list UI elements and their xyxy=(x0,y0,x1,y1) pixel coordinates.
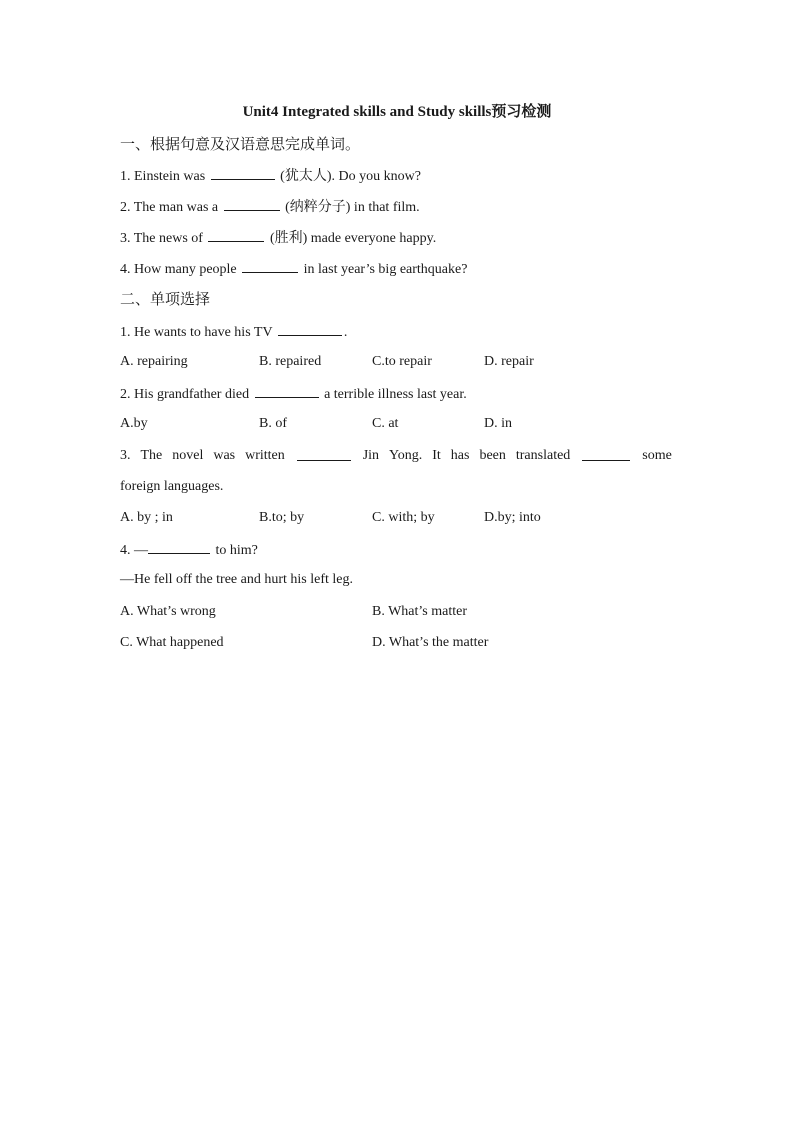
answer-blank[interactable] xyxy=(208,227,264,242)
word: Jin xyxy=(362,448,380,463)
vocab-item-3 xyxy=(120,227,436,247)
option-3a[interactable]: A. by ; in xyxy=(120,510,173,525)
word: translated xyxy=(515,448,571,463)
vocab-item-text: 3. The news of xyxy=(120,231,203,246)
option-2a[interactable]: A.by xyxy=(120,416,148,431)
word: novel xyxy=(172,448,204,463)
word: It xyxy=(432,448,441,463)
option-4b[interactable]: B. What’s matter xyxy=(372,604,467,619)
vocab-item-hint: (纳粹分子) in that film. xyxy=(285,200,420,215)
option-3b[interactable]: B.to; by xyxy=(259,510,305,525)
answer-blank[interactable] xyxy=(278,321,342,336)
vocab-item-1 xyxy=(120,165,421,185)
question-stem: 2. His grandfather died xyxy=(120,387,250,402)
option-4a[interactable]: A. What’s wrong xyxy=(120,604,216,619)
word: written xyxy=(245,448,285,463)
section-heading-multiple-choice: 二、单项选择 xyxy=(120,290,211,308)
word: has xyxy=(450,448,470,463)
vocab-item-2 xyxy=(120,196,420,216)
word: 3. xyxy=(120,448,131,463)
question-end: . xyxy=(343,325,348,340)
word: been xyxy=(479,448,506,463)
answer-blank[interactable] xyxy=(582,446,630,461)
option-1c[interactable]: C.to repair xyxy=(372,354,432,369)
page-title: Unit4 Integrated skills and Study skills预习检测 xyxy=(242,104,552,120)
option-1d[interactable]: D. repair xyxy=(484,354,534,369)
section-heading-vocabulary: 一、根据句意及汉语意思完成单词。 xyxy=(120,135,361,153)
option-4d[interactable]: D. What’s the matter xyxy=(372,635,489,650)
question-3-line1 xyxy=(120,446,672,466)
option-3d[interactable]: D.by; into xyxy=(484,510,541,525)
word: some xyxy=(642,448,672,463)
vocab-item-text: 2. The man was a xyxy=(120,200,219,215)
vocab-item-hint: (胜利) made everyone happy. xyxy=(269,231,437,246)
question-end: a terrible illness last year. xyxy=(324,387,467,402)
vocab-item-text: 4. How many people xyxy=(120,262,237,277)
vocab-item-text: 1. Einstein was xyxy=(120,169,206,184)
option-2b[interactable]: B. of xyxy=(259,416,287,431)
option-2c[interactable]: C. at xyxy=(372,416,399,431)
vocab-item-hint: (犹太人). Do you know? xyxy=(280,169,421,184)
question-4 xyxy=(120,539,258,559)
option-2d[interactable]: D. in xyxy=(484,416,512,431)
question-2 xyxy=(120,383,467,403)
question-end: to him? xyxy=(215,543,258,558)
vocab-item-4 xyxy=(120,258,467,278)
answer-blank[interactable] xyxy=(242,258,298,273)
answer-blank[interactable] xyxy=(148,539,210,554)
question-stem: 1. He wants to have his TV xyxy=(120,325,273,340)
question-3-line2: foreign languages. xyxy=(120,479,224,494)
answer-blank[interactable] xyxy=(297,446,351,461)
question-1 xyxy=(120,321,347,341)
answer-blank[interactable] xyxy=(211,165,275,180)
word: Yong. xyxy=(389,448,423,463)
word: The xyxy=(140,448,163,463)
question-4-reply: —He fell off the tree and hurt his left leg. xyxy=(120,572,353,587)
option-3c[interactable]: C. with; by xyxy=(372,510,435,525)
question-stem: 4. — xyxy=(120,543,148,558)
option-1a[interactable]: A. repairing xyxy=(120,354,188,369)
option-1b[interactable]: B. repaired xyxy=(259,354,322,369)
option-4c[interactable]: C. What happened xyxy=(120,635,224,650)
answer-blank[interactable] xyxy=(255,383,319,398)
word: was xyxy=(213,448,236,463)
vocab-item-hint: in last year’s big earthquake? xyxy=(303,262,468,277)
answer-blank[interactable] xyxy=(224,196,280,211)
